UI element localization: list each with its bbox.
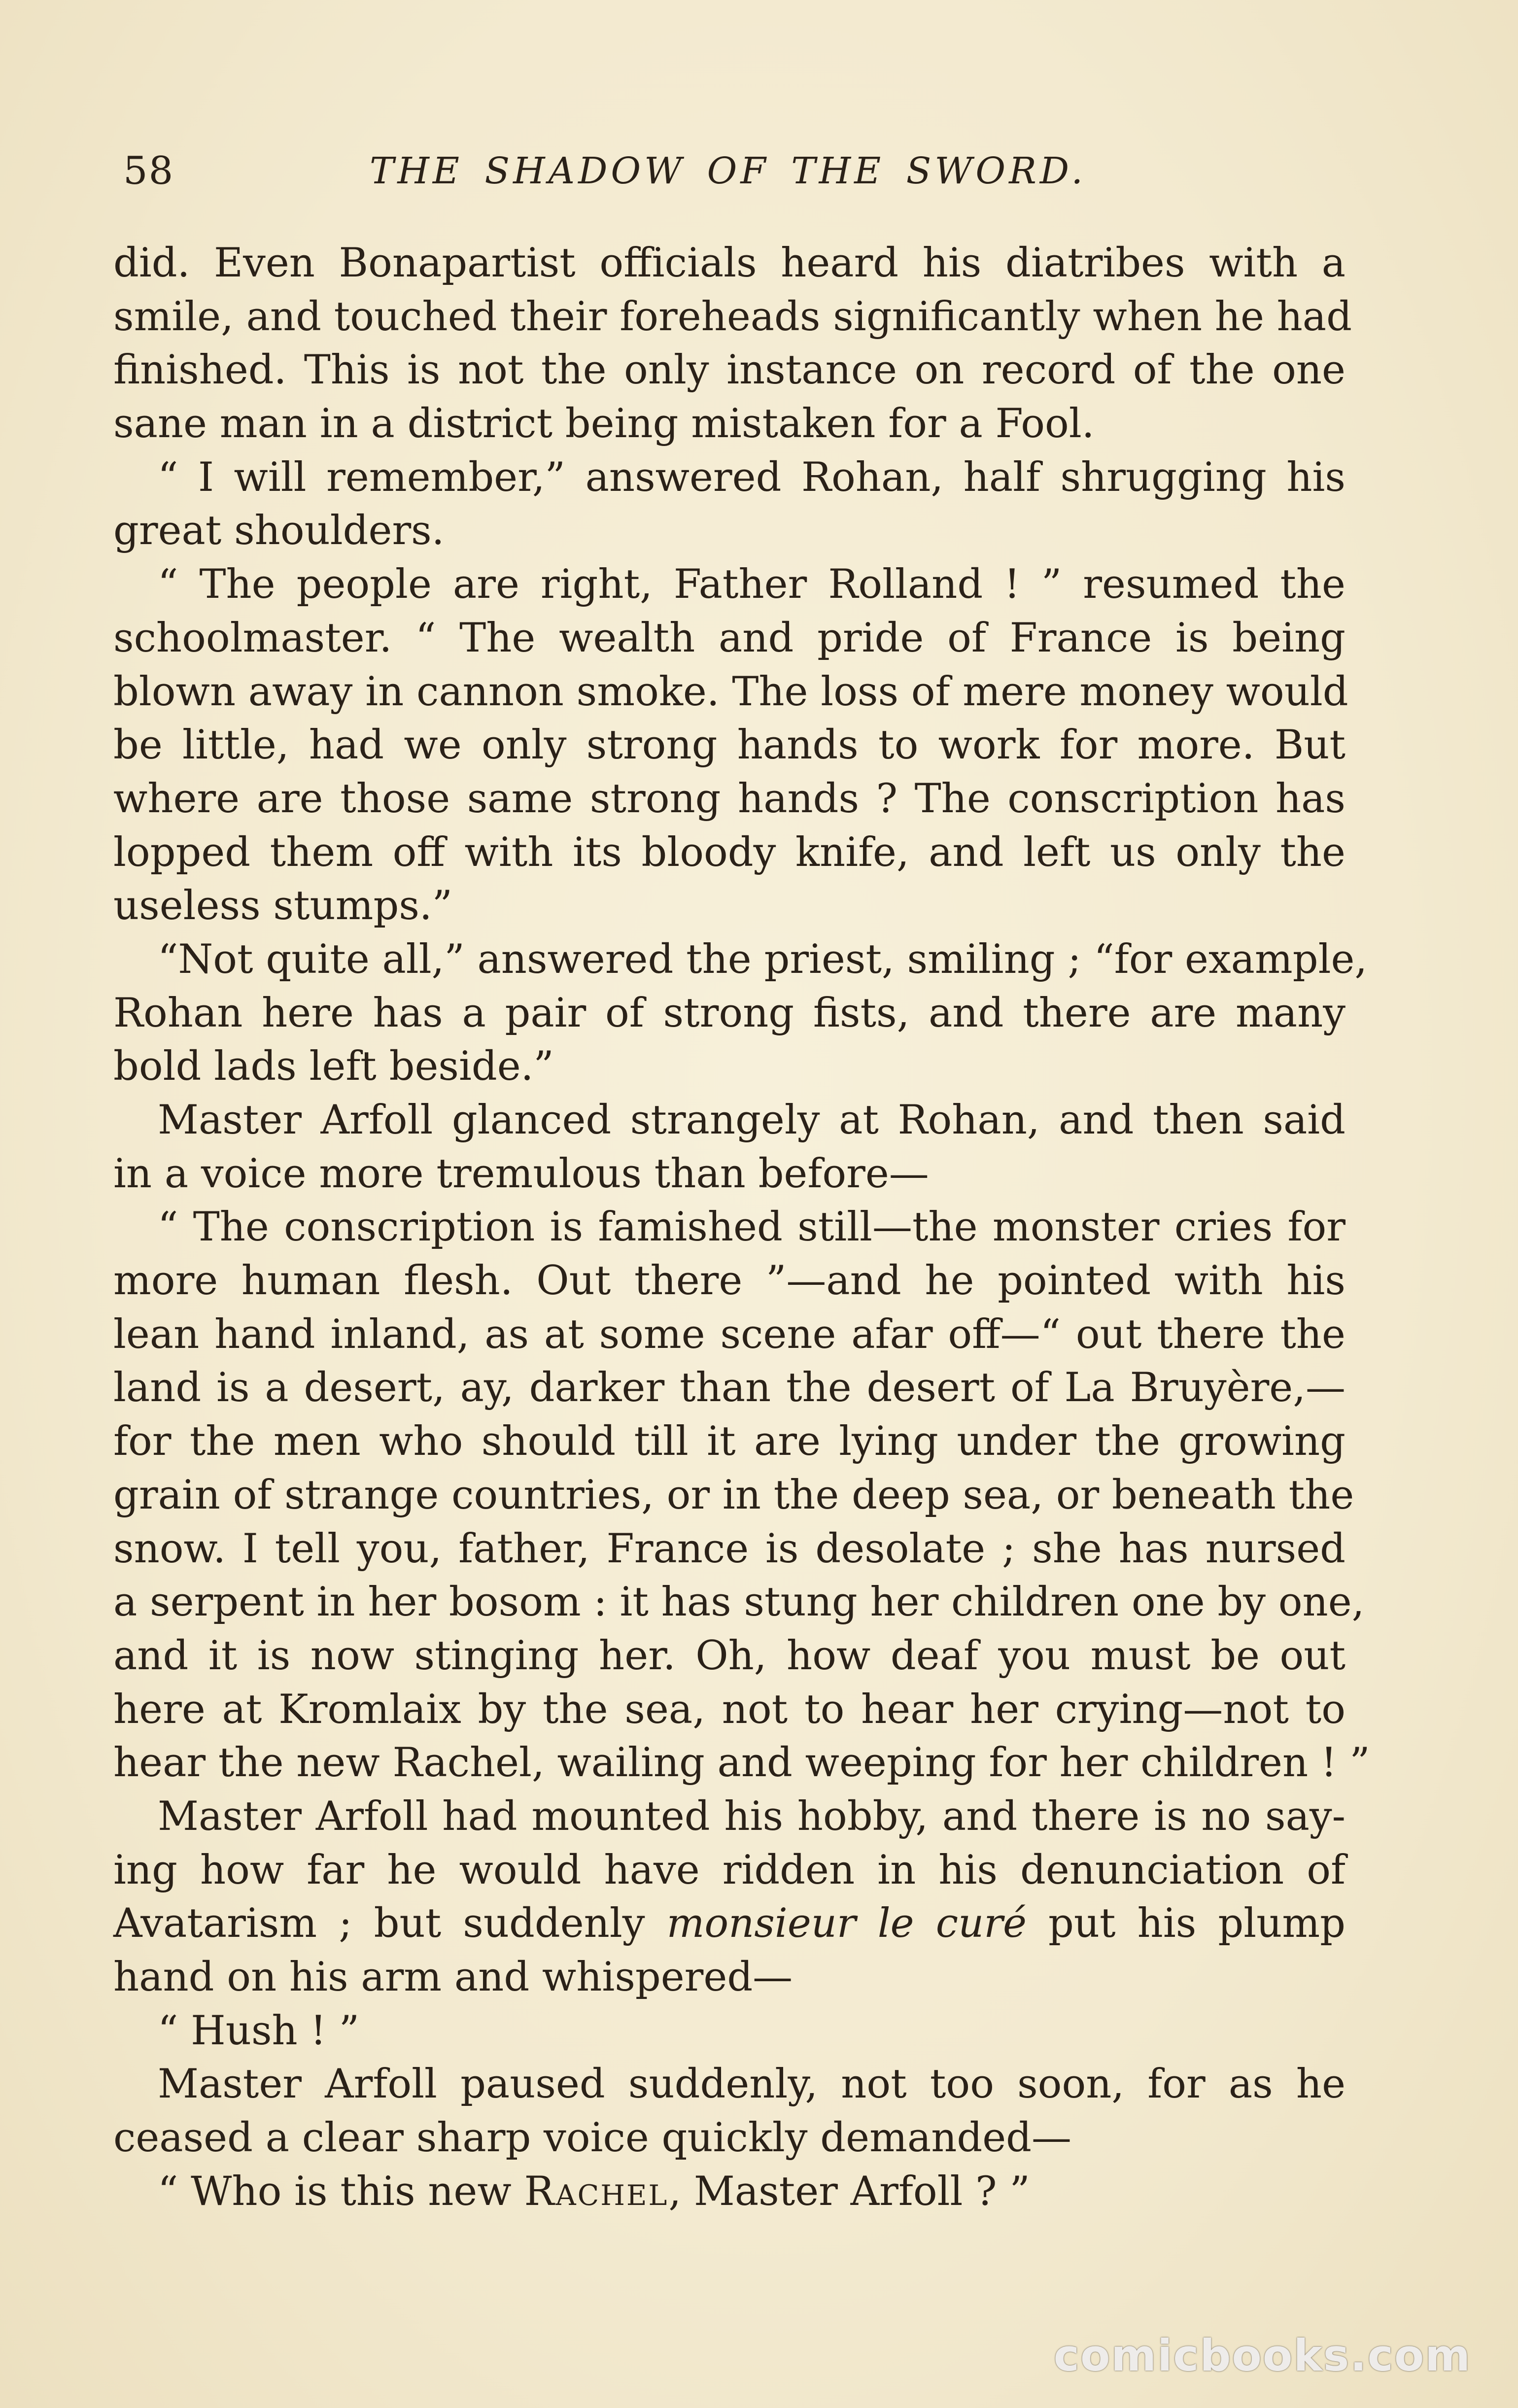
text-line-mixed — [113, 1897, 1346, 1951]
text-line: ceased a clear sharp voice quickly demanded— — [113, 2115, 1071, 2162]
text-line: Rohan here has a pair of strong fists, and there are many — [113, 990, 1346, 1036]
text-line: for the men who should till it are lying under the growing — [113, 1418, 1346, 1465]
text-line: Master Arfoll had mounted his hobby, and there is no say- — [158, 1793, 1346, 1840]
text-line: Master Arfoll paused suddenly, not too soon, for as he — [158, 2061, 1346, 2108]
running-head: THE SHADOW OF THE SWORD. — [370, 150, 1086, 192]
text-line: “ I will remember,” answered Rohan, half shrugging his — [158, 454, 1346, 501]
text-line: blown away in cannon smoke. The loss of mere money would — [113, 668, 1348, 715]
text-line: sane man in a district being mistaken for a Fool. — [113, 401, 1095, 447]
text-line: useless stumps.” — [113, 883, 453, 929]
text-line: lean hand inland, as at some scene afar off—“ out there the — [113, 1311, 1346, 1358]
text-line: “ The conscription is famished still—the monster cries for — [158, 1204, 1346, 1251]
text-line: here at Kromlaix by the sea, not to hear her crying—not to — [113, 1686, 1346, 1733]
text-line: “Not quite all,” answered the priest, smiling ; “for example, — [158, 936, 1368, 983]
text-line: great shoulders. — [113, 508, 445, 554]
text-line: where are those same strong hands ? The conscription has — [113, 775, 1346, 822]
text-line: grain of strange countries, or in the deep sea, or beneath the — [113, 1472, 1354, 1518]
page-header — [123, 144, 1385, 198]
text-line: lopped them off with its bloody knife, and left us only the — [113, 829, 1346, 876]
page-number: 58 — [123, 149, 174, 193]
text-line: hand on his arm and whispered— — [113, 1954, 793, 2000]
body-text — [113, 237, 1370, 2218]
text-line-mixed — [113, 2165, 1346, 2219]
text-line: a serpent in her bosom : it has stung her children one by one, — [113, 1579, 1365, 1626]
text-fragment: Avatarism ; but suddenly — [113, 1900, 645, 1947]
text-fragment: , Master Arfoll ? ” — [668, 2168, 1030, 2215]
text-line: bold lads left beside.” — [113, 1043, 554, 1090]
text-line: schoolmaster. “ The wealth and pride of France is being — [113, 615, 1346, 661]
text-line: land is a desert, ay, darker than the desert of La Bruyère,— — [113, 1365, 1346, 1411]
text-line: be little, had we only strong hands to work for more. But — [113, 722, 1346, 769]
text-line: snow. I tell you, father, France is desolate ; she has nursed — [113, 1525, 1346, 1572]
text-line: did. Even Bonapartist officials heard his diatribes with a — [113, 240, 1346, 286]
small-caps-name: Rachel — [524, 2168, 669, 2215]
text-line: ing how far he would have ridden in his denunciation of — [113, 1847, 1346, 1893]
text-line: “ The people are right, Father Rolland ! ” resumed the — [158, 561, 1346, 608]
text-fragment: “ Who is this new — [158, 2168, 512, 2215]
text-fragment: put his plump — [1048, 1900, 1346, 1947]
text-line: Master Arfoll glanced strangely at Rohan, and then said — [158, 1097, 1346, 1143]
text-line: smile, and touched their foreheads significantly when he had — [113, 293, 1352, 340]
text-line: finished. This is not the only instance on record of the one — [113, 347, 1346, 394]
italic-phrase: monsieur le curé — [666, 1900, 1027, 1947]
text-line: more human flesh. Out there ”—and he pointed with his — [113, 1258, 1346, 1305]
text-line: and it is now stinging her. Oh, how deaf you must be out — [113, 1632, 1346, 1679]
watermark: comicbooks.com — [1053, 2330, 1471, 2381]
text-line: “ Hush ! ” — [158, 2007, 360, 2054]
text-line: hear the new Rachel, wailing and weeping for her children ! ” — [113, 1740, 1370, 1787]
text-line: in a voice more tremulous than before— — [113, 1150, 929, 1197]
